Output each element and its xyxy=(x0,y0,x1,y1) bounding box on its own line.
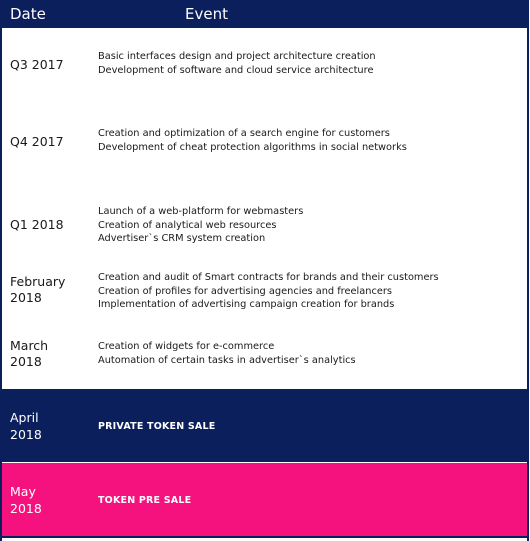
band-date-year: 2018 xyxy=(10,501,42,516)
row-date-month: March xyxy=(10,338,49,353)
row-date: Q1 2018 xyxy=(10,217,64,232)
event-item: Creation and optimization of a search engine for customers xyxy=(98,128,390,139)
row-events xyxy=(98,50,523,77)
row-date: Q4 2017 xyxy=(10,134,64,149)
row-events xyxy=(98,340,523,367)
row-date-year: 2018 xyxy=(10,354,42,369)
row-date: Q3 2017 xyxy=(10,57,64,72)
event-item: Creation of profiles for advertising agencies and freelancers xyxy=(98,285,393,297)
band-date-month: April xyxy=(10,410,39,425)
event-item: Creation and audit of Smart contracts for brands and their customers xyxy=(98,272,439,283)
band-date-month: May xyxy=(10,484,36,499)
band-date-year: 2018 xyxy=(10,427,42,442)
row-date-month: February xyxy=(10,274,66,289)
date-column-header: Date xyxy=(10,5,46,23)
table-bottom-border xyxy=(2,536,527,538)
private-token-sale-band xyxy=(2,389,527,462)
event-item: Development of software and cloud service architecture xyxy=(98,64,374,76)
row-date xyxy=(10,338,90,370)
band-date xyxy=(10,409,90,443)
band-date xyxy=(10,483,90,517)
event-column-header: Event xyxy=(185,5,228,23)
event-item: Creation of widgets for e-commerce xyxy=(98,341,275,352)
token-pre-sale-band xyxy=(2,463,527,536)
band-label: TOKEN PRE SALE xyxy=(98,495,192,506)
event-item: Automation of certain tasks in advertiser`s analytics xyxy=(98,354,356,366)
event-item: Advertiser`s CRM system creation xyxy=(98,233,266,245)
event-item: Basic interfaces design and project architecture creation xyxy=(98,51,376,62)
event-item: Creation of analytical web resources xyxy=(98,219,277,231)
row-date-year: 2018 xyxy=(10,290,42,305)
event-item: Implementation of advertising campaign creation for brands xyxy=(98,299,395,311)
row-events xyxy=(98,127,523,154)
table-header xyxy=(2,0,527,28)
row-date xyxy=(10,274,90,306)
band-label: PRIVATE TOKEN SALE xyxy=(98,421,216,432)
row-events xyxy=(98,205,523,246)
event-item: Development of cheat protection algorithms in social networks xyxy=(98,141,407,153)
event-item: Launch of a web-platform for webmasters xyxy=(98,206,304,217)
row-events xyxy=(98,271,523,312)
